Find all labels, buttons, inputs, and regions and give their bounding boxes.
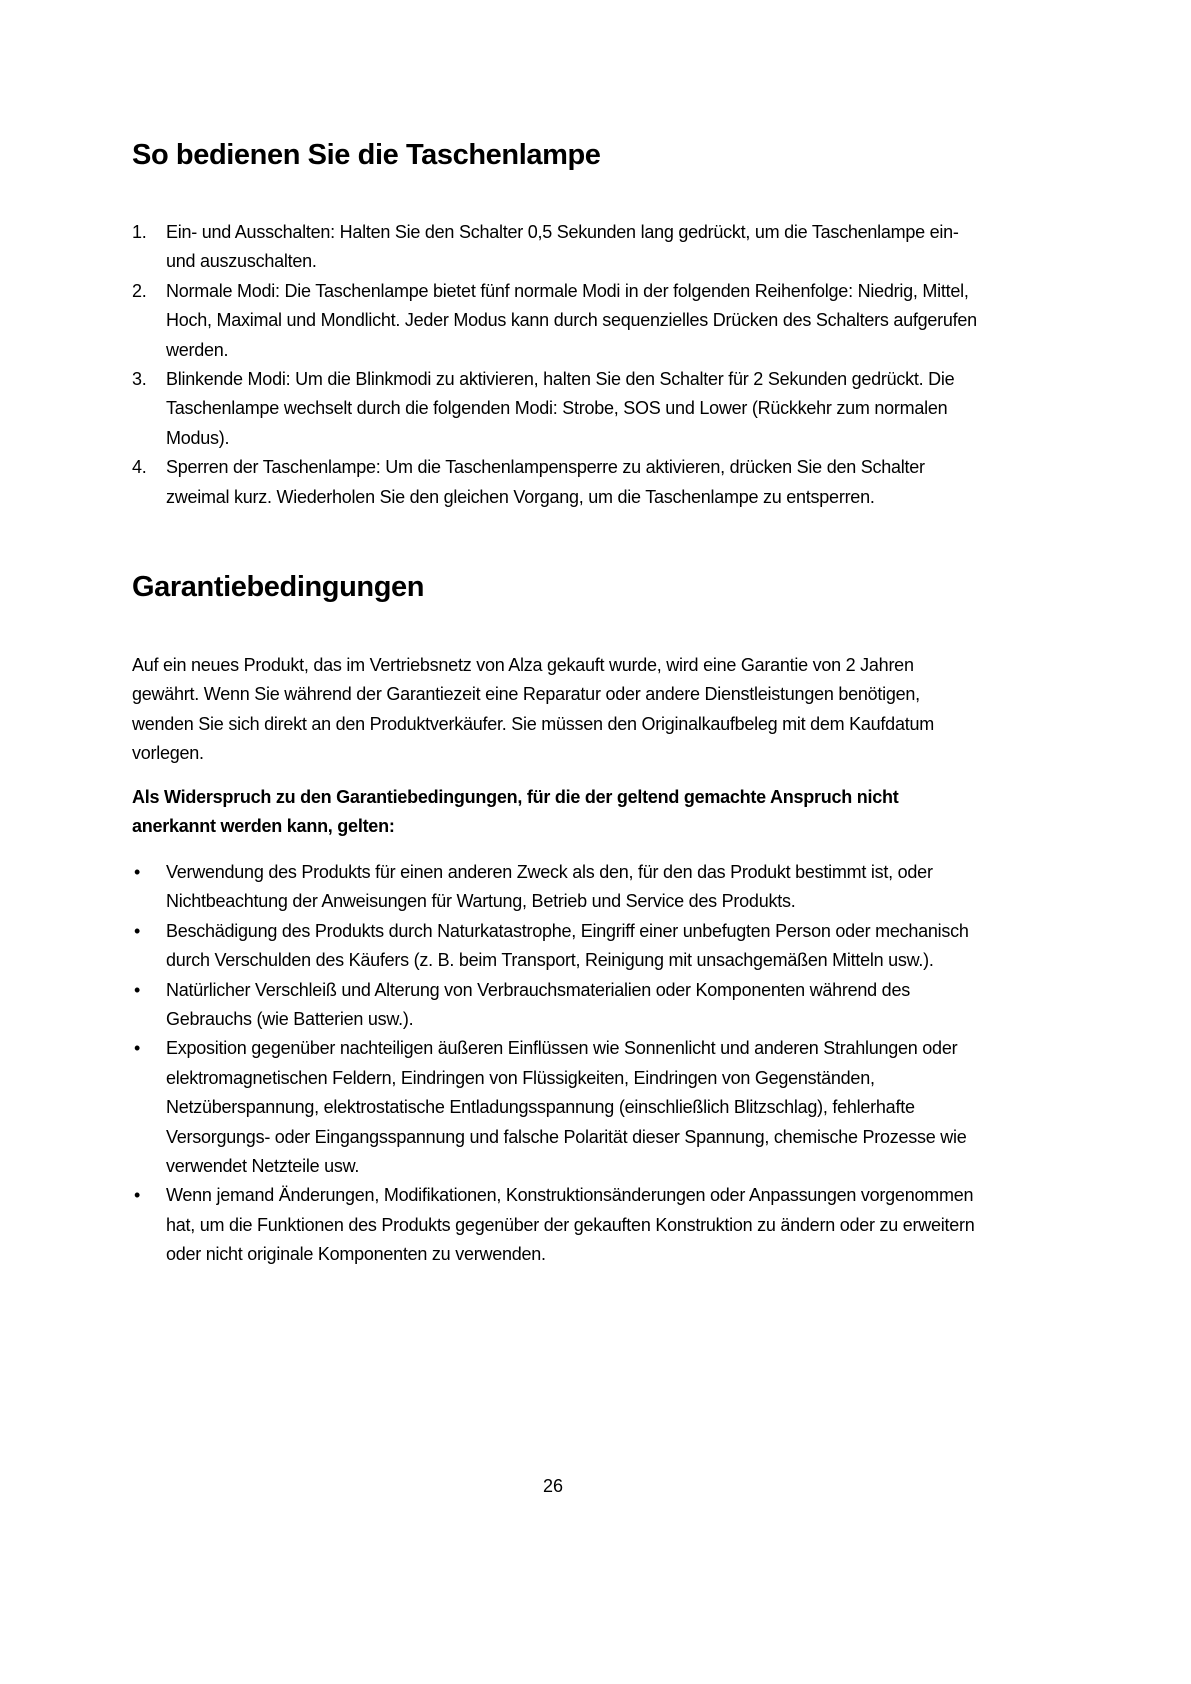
list-item xyxy=(132,858,982,917)
item-text: Natürlicher Verschleiß und Alterung von Verbrauchsmaterialien oder Komponenten während des Gebrauchs (wie Batterien usw.). xyxy=(166,979,910,1030)
warranty-exclusions-list xyxy=(132,858,982,1270)
item-number: 1. xyxy=(132,222,147,242)
list-item xyxy=(132,1034,982,1181)
page-number: 26 xyxy=(542,1476,564,1496)
list-item xyxy=(132,976,982,1035)
bullet-icon: • xyxy=(134,862,141,882)
bullet-icon: • xyxy=(134,979,141,1000)
item-number: 4. xyxy=(132,457,147,478)
item-text: Ein- und Ausschalten: Halten Sie den Schalter 0,5 Sekunden lang gedrückt, um die Taschenlampe ein- und auszuschalten. xyxy=(166,222,959,272)
item-text: Normale Modi: Die Taschenlampe bietet fünf normale Modi in der folgenden Reihenfolge: Niedrig, Mittel, Hoch, Maximal und Mondlicht. Jeder Modus kann durch sequenzielles Drücken des Schalters aufgerufen werden. xyxy=(166,280,977,360)
item-text: Verwendung des Produkts für einen anderen Zweck als den, für den das Produkt bestimmt ist, oder Nichtbeachtung der Anweisungen für Wartung, Betrieb und Service des Produkts. xyxy=(166,862,933,912)
list-item xyxy=(132,1181,982,1269)
warranty-exclusions-intro: Als Widerspruch zu den Garantiebedingungen, für die der geltend gemachte Anspruch nicht anerkannt werden kann, gelten: xyxy=(132,787,899,837)
list-item xyxy=(132,365,982,453)
list-item xyxy=(132,218,982,277)
item-text: Exposition gegenüber nachteiligen äußeren Einflüssen wie Sonnenlicht und anderen Strahlungen oder elektromagnetischen Feldern, Eindringen von Flüssigkeiten, Eindringen von Gegenständen, Netzüberspannung, elektrostatische Entladungsspannung (einschließlich Blitzschlag), fehlerhafte Versorgungs- oder Eingangsspannung und falsche Polarität dieser Spannung, chemische Prozesse wie verwendet Netzteile usw. xyxy=(166,1038,967,1177)
section-heading-warranty: Garantiebedingungen xyxy=(132,571,425,603)
item-text: Sperren der Taschenlampe: Um die Taschenlampensperre zu aktivieren, drücken Sie den Schalter zweimal kurz. Wiederholen Sie den gleichen Vorgang, um die Taschenlampe zu entsperren. xyxy=(166,457,925,507)
warranty-paragraph: Auf ein neues Produkt, das im Vertriebsnetz von Alza gekauft wurde, wird eine Garantie von 2 Jahren gewährt. Wenn Sie während der Garantiezeit eine Reparatur oder andere Dienstleistungen benötigen, wenden Sie sich direkt an den Produktverkäufer. Sie müssen den Originalkaufbeleg mit dem Kaufdatum vorlegen. xyxy=(132,655,934,764)
list-item xyxy=(132,277,982,365)
item-number: 3. xyxy=(132,369,147,390)
item-number: 2. xyxy=(132,280,147,301)
item-text: Wenn jemand Änderungen, Modifikationen, Konstruktionsänderungen oder Anpassungen vorgenommen hat, um die Funktionen des Produkts gegenüber der gekauften Konstruktion zu ändern oder zu erweitern oder nicht originale Komponenten zu verwenden. xyxy=(166,1185,975,1265)
bullet-icon: • xyxy=(134,1185,141,1206)
bullet-icon: • xyxy=(134,1038,141,1059)
item-text: Blinkende Modi: Um die Blinkmodi zu aktivieren, halten Sie den Schalter für 2 Sekunden gedrückt. Die Taschenlampe wechselt durch die folgenden Modi: Strobe, SOS und Lower (Rückkehr zum normalen Modus). xyxy=(166,369,955,448)
item-text: Beschädigung des Produkts durch Naturkatastrophe, Eingriff einer unbefugten Person oder mechanisch durch Verschulden des Käufers (z. B. beim Transport, Reinigung mit unsachgemäßen Mitteln usw.). xyxy=(166,920,969,971)
bullet-icon: • xyxy=(134,920,141,941)
usage-steps-list xyxy=(132,218,982,512)
section-heading-usage: So bedienen Sie die Taschenlampe xyxy=(132,139,601,171)
list-item xyxy=(132,917,982,976)
list-item xyxy=(132,453,982,512)
